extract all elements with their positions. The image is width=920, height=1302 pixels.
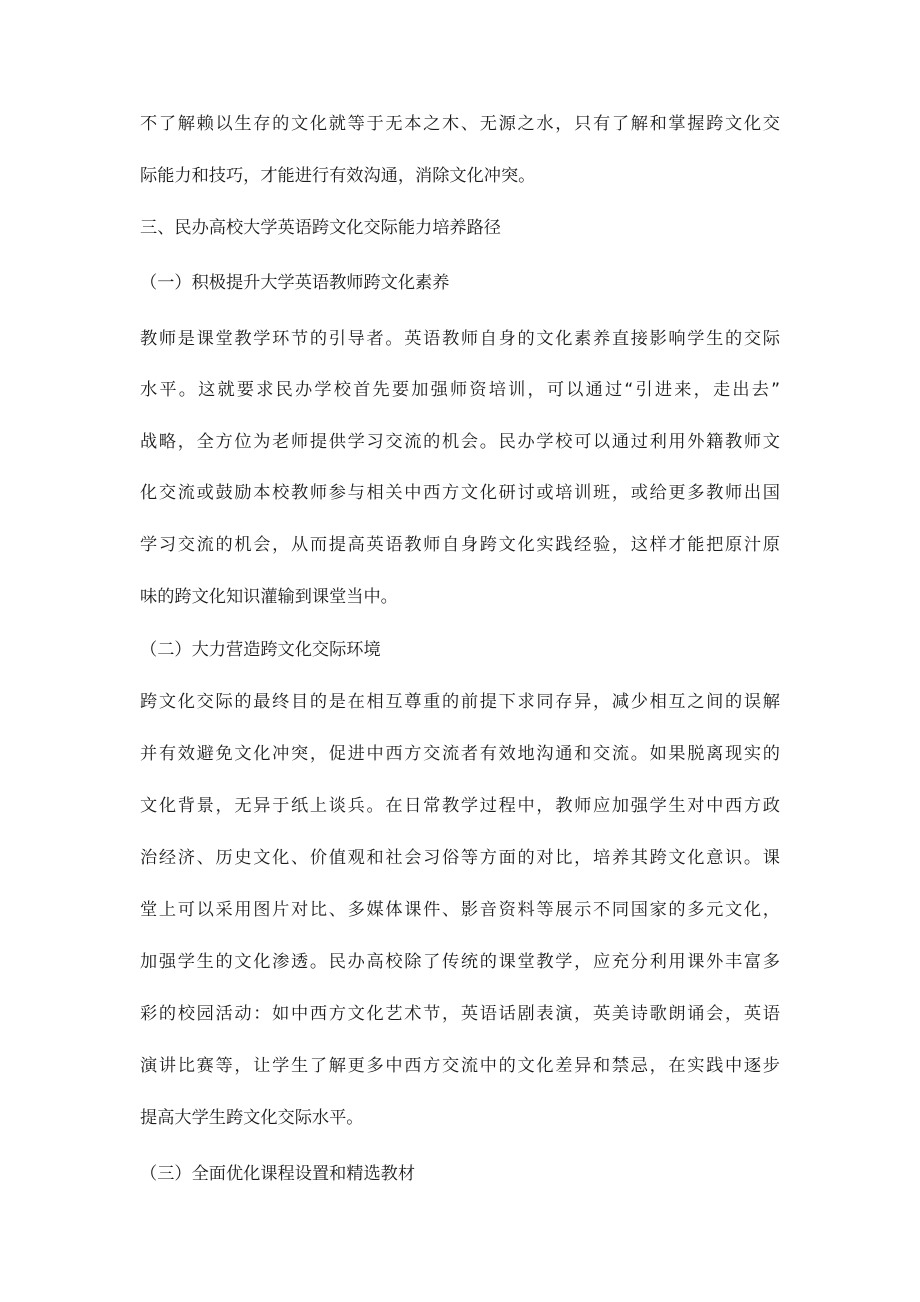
paragraph-line: 彩的校园活动：如中西方文化艺术节，英语话剧表演，英美诗歌朗诵会，英语 [140,1004,780,1024]
paragraph-line: 演讲比赛等，让学生了解更多中西方交流中的文化差异和禁忌，在实践中逐步 [140,1056,780,1076]
paragraph-line: 教师是课堂教学环节的引导者。英语教师自身的文化素养直接影响学生的交际 [140,329,780,349]
paragraph-line: 治经济、历史文化、价值观和社会习俗等方面的对比，培养其跨文化意识。课 [140,848,780,868]
paragraph-line: 战略，全方位为老师提供学习交流的机会。民办学校可以通过利用外籍教师文 [140,432,780,452]
paragraph-line: 水平。这就要求民办学校首先要加强师资培训，可以通过“引进来，走出去” [140,380,780,400]
paragraph-line: 际能力和技巧，才能进行有效沟通，消除文化冲突。 [140,166,536,186]
paragraph-line: 文化背景，无异于纸上谈兵。在日常教学过程中，教师应加强学生对中西方政 [140,796,780,816]
subsection-heading: （一）积极提升大学英语教师跨文化素养 [140,273,450,293]
paragraph-line: 味的跨文化知识灌输到课堂当中。 [140,587,398,607]
paragraph-line: 学习交流的机会，从而提高英语教师自身跨文化实践经验，这样才能把原汁原 [140,535,780,555]
paragraph-line: 堂上可以采用图片对比、多媒体课件、影音资料等展示不同国家的多元文化， [140,900,780,920]
section-heading: 三、民办高校大学英语跨文化交际能力培养路径 [140,218,501,238]
paragraph-line: 不了解赖以生存的文化就等于无本之木、无源之水，只有了解和掌握跨文化交 [140,114,780,134]
subsection-heading: （二）大力营造跨文化交际环境 [140,640,381,660]
paragraph-line: 化交流或鼓励本校教师参与相关中西方文化研讨或培训班，或给更多教师出国 [140,483,780,503]
subsection-heading: （三）全面优化课程设置和精选教材 [140,1164,416,1184]
paragraph-line: 提高大学生跨文化交际水平。 [140,1108,364,1128]
paragraph-line: 加强学生的文化渗透。民办高校除了传统的课堂教学，应充分利用课外丰富多 [140,952,780,972]
paragraph-line: 跨文化交际的最终目的是在相互尊重的前提下求同存异，减少相互之间的误解 [140,692,780,712]
paragraph-line: 并有效避免文化冲突，促进中西方交流者有效地沟通和交流。如果脱离现实的 [140,744,780,764]
